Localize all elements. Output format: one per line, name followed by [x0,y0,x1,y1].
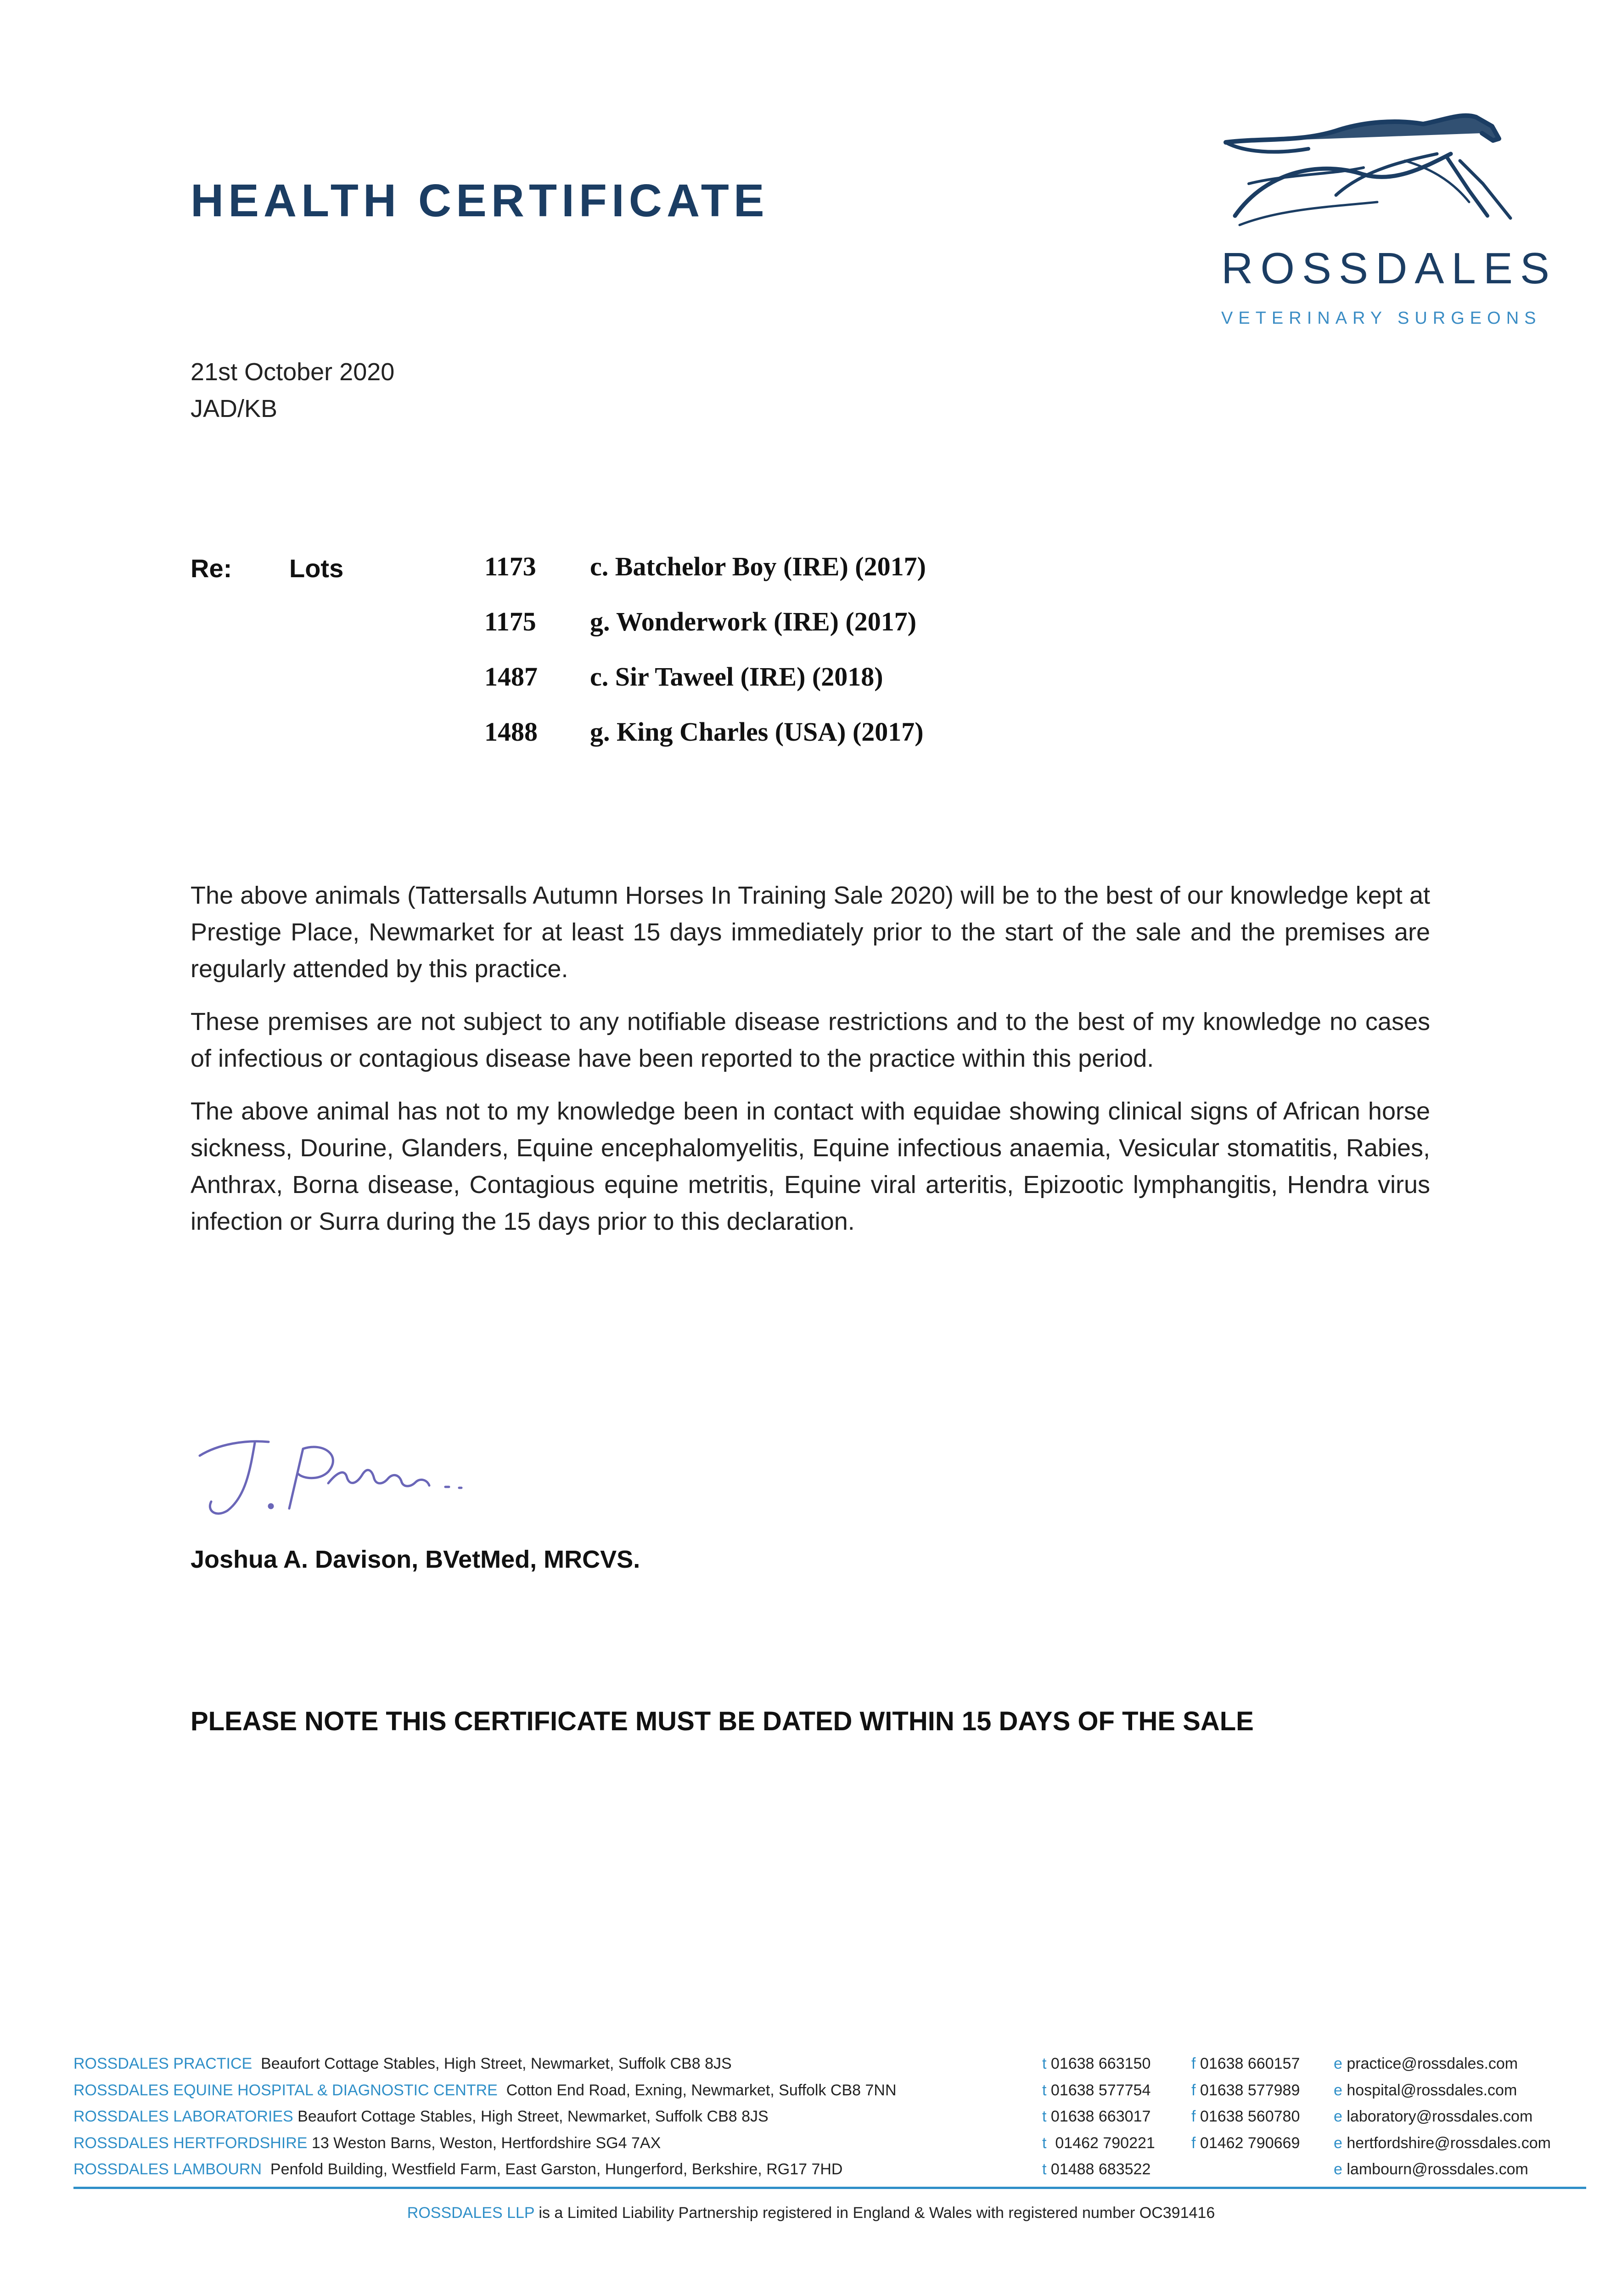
footer-email[interactable]: e hertfordshire@rossdales.com [1334,2134,1551,2152]
document-date: 21st October 2020 [191,358,395,386]
lots-label: Lots [289,554,344,583]
lot-number: 1173 [484,551,536,581]
footer-phone: t 01488 683522 [1042,2161,1151,2178]
lot-row [484,551,926,582]
footer-row [73,2108,1552,2134]
footer-branch-name: ROSSDALES HERTFORDSHIRE [73,2134,308,2152]
footer-branch-address: 13 Weston Barns, Weston, Hertfordshire SG4 7AX [311,2134,661,2152]
body-paragraph-disease-declaration: The above animal has not to my knowledge been in contact with equidae showing clinical signs of African horse sickness, Dourine, Glanders, Equine encephalomyelitis, Equine infectious anaemia, Vesicular stomatitis, Rabies, Anthrax, Borna disease, Contagious equine metritis, Equine viral arteritis, Epizootic lymphangitis, Hendra virus infection or Surra during the 15 days prior to this declaration. [191,1097,1430,1235]
footer-branch-name: ROSSDALES LABORATORIES [73,2108,293,2125]
footer-branch-address: Beaufort Cottage Stables, High Street, Newmarket, Suffolk CB8 8JS [261,2055,732,2072]
footer-phone: t 01462 790221 [1042,2134,1155,2152]
signatory-name: Joshua A. Davison, BVetMed, MRCVS. [191,1546,640,1573]
lot-horse: g. King Charles (USA) (2017) [590,717,924,747]
footer-phone: t 01638 577754 [1042,2081,1151,2099]
document-reference: JAD/KB [191,395,278,422]
footer-fax: f 01638 560780 [1191,2108,1300,2125]
logo-name: ROSSDALES [1221,244,1557,293]
footer-branch-address: Beaufort Cottage Stables, High Street, Newmarket, Suffolk CB8 8JS [297,2108,769,2125]
footer-email[interactable]: e practice@rossdales.com [1334,2055,1518,2072]
galloping-horse-logo-icon [1212,110,1515,243]
footer-branch-name: ROSSDALES PRACTICE [73,2055,253,2072]
lot-horse: c. Sir Taweel (IRE) (2018) [590,662,883,692]
re-label: Re: [191,554,232,583]
dating-notice: PLEASE NOTE THIS CERTIFICATE MUST BE DATED WITHIN 15 DAYS OF THE SALE [191,1706,1254,1736]
lot-horse: c. Batchelor Boy (IRE) (2017) [590,551,926,581]
footer-branch-address: Cotton End Road, Exning, Newmarket, Suffolk CB8 7NN [506,2081,897,2099]
body-paragraph-premises: These premises are not subject to any notifiable disease restrictions and to the best of my knowledge no cases of infectious or contagious disease have been reported to the practice within this period. [191,1008,1430,1072]
footer-row [73,2161,1552,2187]
footer-row [73,2082,1552,2108]
footer-fax: f 01462 790669 [1191,2134,1300,2152]
footer-contacts [73,2055,1552,2187]
footer-fax: f 01638 577989 [1191,2081,1300,2099]
footer-legal-name: ROSSDALES LLP [407,2204,534,2222]
footer-email[interactable]: e hospital@rossdales.com [1334,2081,1517,2099]
footer-phone: t 01638 663017 [1042,2108,1151,2125]
footer-branch-name: ROSSDALES LAMBOURN [73,2161,262,2178]
document-title: HEALTH CERTIFICATE [191,175,769,226]
lot-number: 1175 [484,607,536,636]
footer-branch-name: ROSSDALES EQUINE HOSPITAL & DIAGNOSTIC CENTRE [73,2081,498,2099]
body-paragraph-sale-location: The above animals (Tattersalls Autumn Horses In Training Sale 2020) will be to the best of our knowledge kept at Prestige Place, Newmarket for at least 15 days immediately prior to the start of the sale and the premises are regularly attended by this practice. [191,882,1430,983]
footer-divider [73,2187,1586,2189]
footer-email[interactable]: e laboratory@rossdales.com [1334,2108,1533,2125]
lot-row [484,606,916,637]
handwritten-signature [191,1428,503,1534]
rossdales-logo [1212,110,1557,331]
lot-horse: g. Wonderwork (IRE) (2017) [590,607,917,636]
lot-number: 1488 [484,717,538,747]
document-meta [191,354,394,427]
footer-legal-text: is a Limited Liability Partnership registered in England & Wales with registered number OC391416 [539,2204,1215,2222]
lot-number: 1487 [484,662,538,692]
footer-fax: f 01638 660157 [1191,2055,1300,2072]
footer-legal-note [0,2204,1622,2222]
lot-row [484,661,883,692]
lot-row [484,716,924,747]
footer-branch-address: Penfold Building, Westfield Farm, East Garston, Hungerford, Berkshire, RG17 7HD [270,2161,843,2178]
logo-subtitle: VETERINARY SURGEONS [1221,309,1542,328]
footer-phone: t 01638 663150 [1042,2055,1151,2072]
footer-row [73,2055,1552,2082]
footer-row [73,2134,1552,2161]
footer-email[interactable]: e lambourn@rossdales.com [1334,2161,1528,2178]
